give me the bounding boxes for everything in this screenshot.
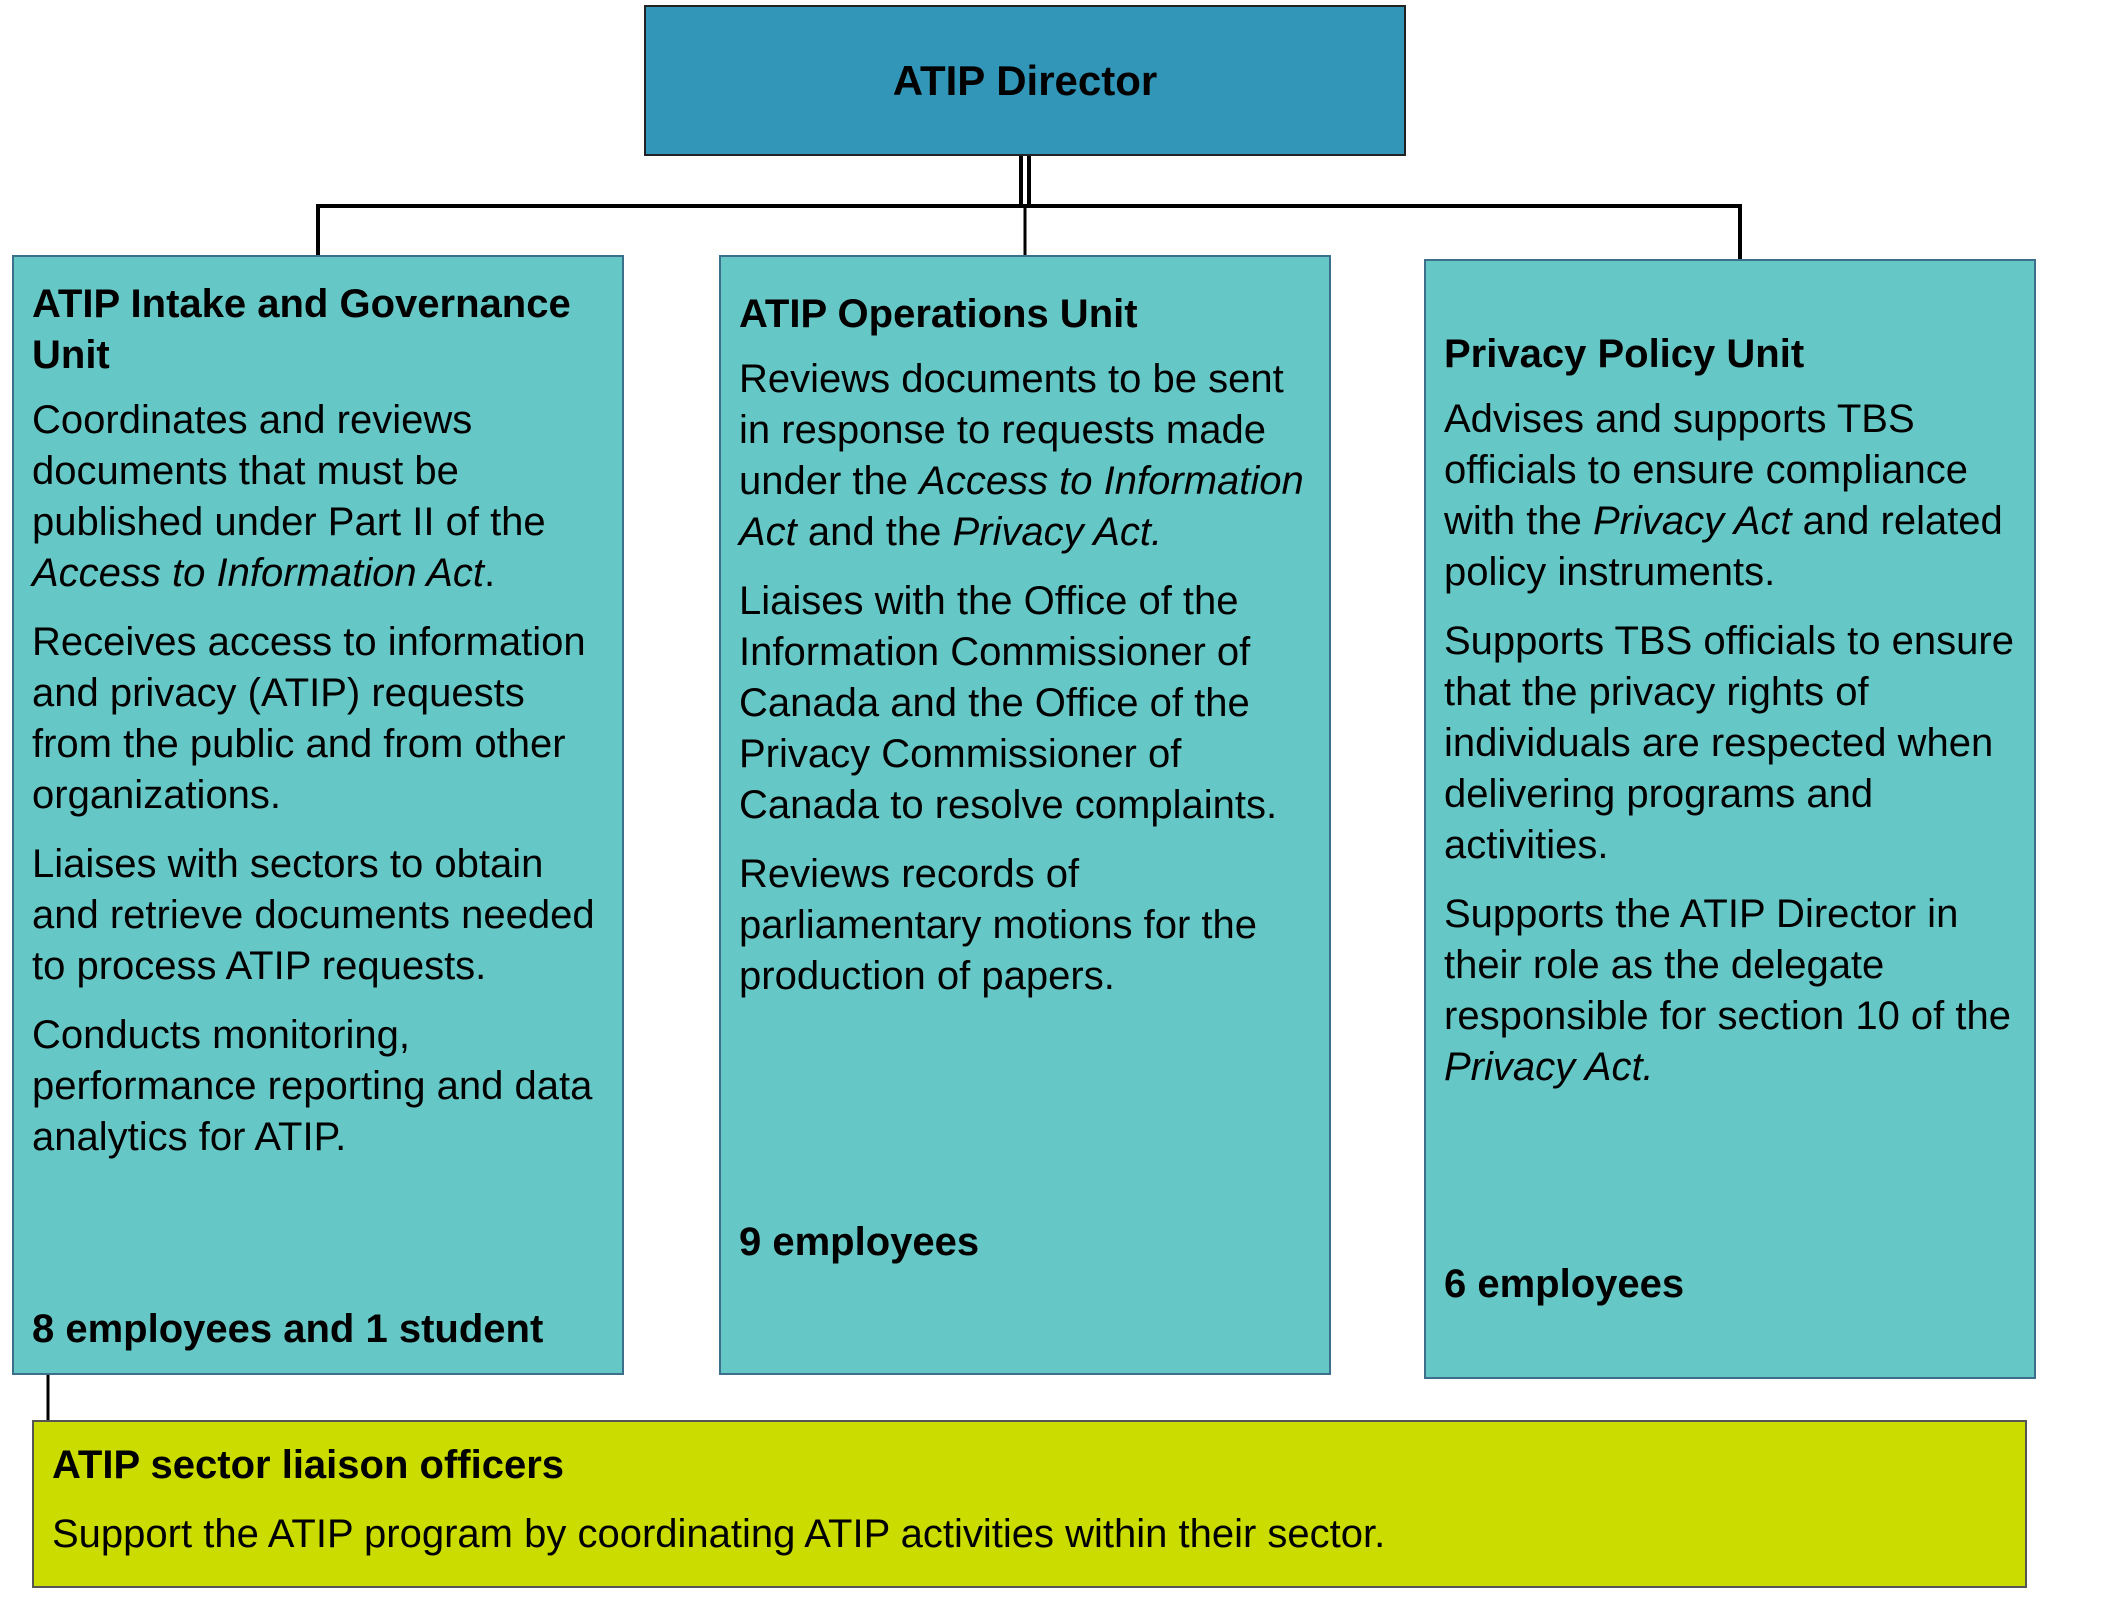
liaison-description: Support the ATIP program by coordinating ATIP activities within their sector. — [52, 1512, 1386, 1556]
operations-unit — [719, 255, 1331, 1375]
intake-governance-unit — [12, 255, 624, 1375]
staff-count: 8 employees and 1 student — [32, 1307, 544, 1351]
director-title: ATIP Director — [892, 56, 1158, 104]
unit-duty: Coordinates and reviews documents that must be published under Part II of the Access to Information Act. — [32, 398, 546, 595]
unit-duty: Reviews records of parliamentary motions for the production of papers. — [739, 852, 1258, 998]
unit-duty: Supports TBS officials to ensure that the privacy rights of individuals are respected when delivering programs and activities. — [1444, 619, 2014, 867]
unit-title: ATIP Intake and Governance Unit — [32, 282, 571, 377]
unit-duty: Receives access to information and privacy (ATIP) requests from the public and from other organizations. — [32, 620, 586, 817]
privacy-policy-unit — [1424, 259, 2036, 1379]
staff-count: 9 employees — [739, 1220, 980, 1264]
director-box — [644, 5, 1406, 156]
unit-duty: Liaises with sectors to obtain and retrieve documents needed to process ATIP requests. — [32, 842, 595, 988]
liaison-title: ATIP sector liaison officers — [52, 1443, 565, 1487]
unit-duty: Advises and supports TBS officials to ensure compliance with the Privacy Act and related policy instruments. — [1444, 397, 2003, 594]
sector-liaison-officers-box — [32, 1420, 2027, 1588]
unit-title: ATIP Operations Unit — [739, 292, 1138, 336]
staff-count: 6 employees — [1444, 1262, 1685, 1306]
unit-duty: Liaises with the Office of the Information Commissioner of Canada and the Office of the Privacy Commissioner of Canada to resolve complaints. — [739, 579, 1278, 827]
unit-title: Privacy Policy Unit — [1444, 332, 1805, 376]
unit-duty: Conducts monitoring, performance reporting and data analytics for ATIP. — [32, 1013, 593, 1159]
unit-duty: Reviews documents to be sent in response to requests made under the Access to Information Act and the Privacy Act. — [739, 357, 1304, 554]
unit-duty: Supports the ATIP Director in their role as the delegate responsible for section 10 of the Privacy Act. — [1444, 892, 2012, 1089]
